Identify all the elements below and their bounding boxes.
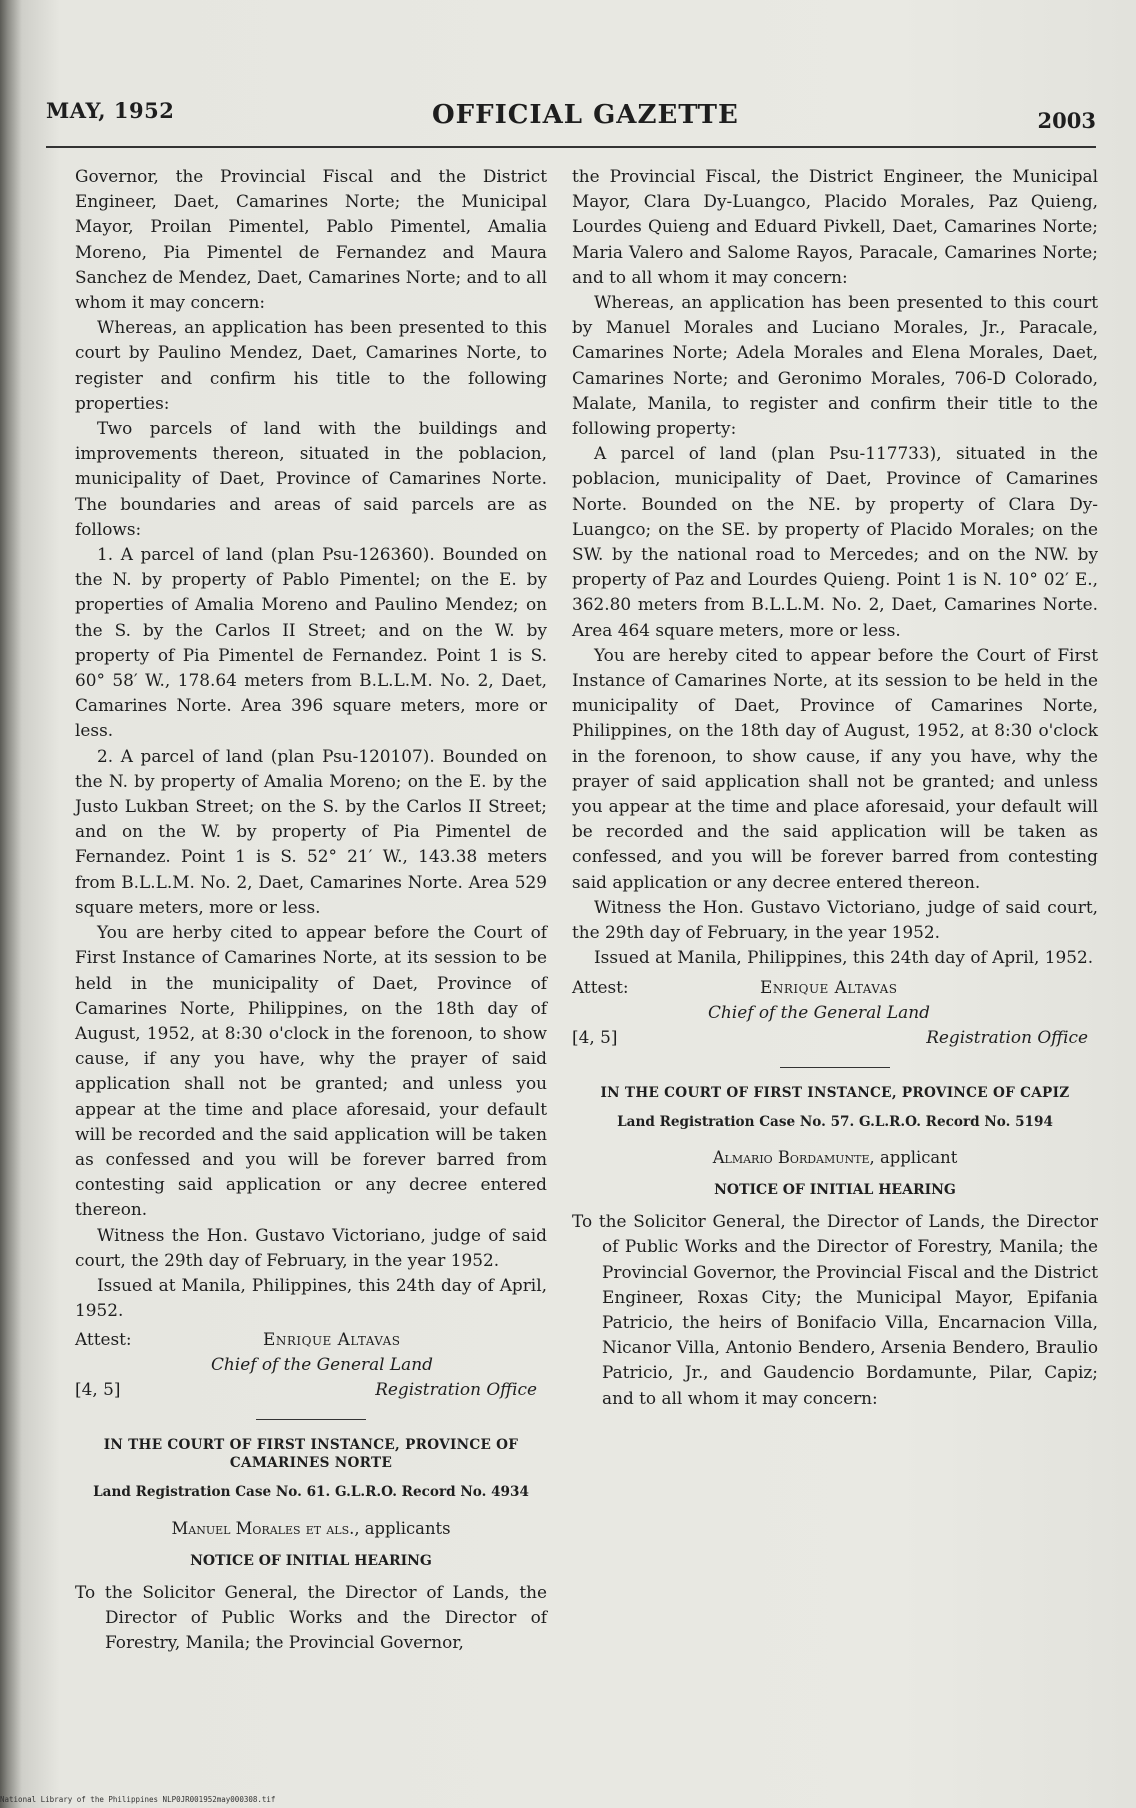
witness-paragraph: Witness the Hon. Gustavo Victoriano, judge of said court, the 29th day of February, in the year 1952. bbox=[75, 1224, 547, 1270]
addressees-paragraph: To the Solicitor General, the Director of Lands, the Director of Public Works and the Director of Forestry, Manila; the Provincial Governor, the Provincial Fiscal and the District Engineer, Roxas City; the Municipal Mayor, Epifania Patricio, the heirs of Bonifacio Villa, Encarnacion Villa, Nicanor Villa, Antonio Bendero, Arsenia Bendero, Braulio Patricio, Jr., and Gaudencio Bordamunte, Pilar, Capiz; and to all whom it may concern: bbox=[572, 1211, 1098, 1408]
addressees-continued: the Provincial Fiscal, the District Engineer, the Municipal Mayor, Clara Dy-Luangco, Placido Morales, Paz Quieng, Lourdes Quieng and Eduard Pivkell, Daet, Camarines Norte; Maria Valero and Salome Rayos, Paracale, Camarines Norte; and to all whom it may concern: bbox=[572, 166, 1098, 287]
addressees-paragraph: To the Solicitor General, the Director of Lands, the Director of Public Works and the Director of Forestry, Manila; the Provincial Governor, bbox=[75, 1581, 547, 1653]
issued-paragraph: Issued at Manila, Philippines, this 24th day of April, 1952. bbox=[75, 1274, 547, 1321]
attest-number: [4, 5] bbox=[572, 1026, 618, 1047]
citation-paragraph: You are hereby cited to appear before the Court of First Instance of Camarines Norte, at its session to be held in the municipality of Daet, Province of Camarines Norte, Philippines, on the 18th day of August, 1952, at 8:30 o'clock in the forenoon, to show cause, if any you have, why the prayer of said application shall not be granted; and unless you appear at the time and place aforesaid, your default will be recorded and the said application will be taken as confessed, and you will be forever barred from contesting said application or any decree entered thereon. bbox=[572, 644, 1098, 892]
applicant-line bbox=[572, 1145, 1098, 1170]
notice-heading: NOTICE OF INITIAL HEARING bbox=[714, 1181, 956, 1198]
attest-role-line-1: Chief of the General Land bbox=[708, 1001, 930, 1022]
attest-role-line-1: Chief of the General Land bbox=[211, 1354, 433, 1375]
page-number: 2003 bbox=[1037, 108, 1096, 133]
citation-paragraph: You are herby cited to appear before the Court of First Instance of Camarines Norte, at its session to be held in the municipality of Daet, Province of Camarines Norte, Philippines, on the 18th day of August, 1952, at 8:30 o'clock in the forenoon, to show cause, if any you have, why the prayer of said application shall not be granted; and unless you appear at the time and place aforesaid, your default will be recorded and the said application will be taken as confessed and you will be forever barred from contesting said application or any decree entered thereon. bbox=[75, 922, 547, 1220]
right-column bbox=[572, 164, 1098, 1411]
parcels-intro: Two parcels of land with the buildings and improvements thereon, situated in the poblacion, municipality of Daet, Province of Camarines Norte. The boundaries and areas of said parcels are as follows: bbox=[75, 418, 547, 539]
parcel-description: A parcel of land (plan Psu-117733), situated in the poblacion, municipality of Daet, Province of Camarines Norte. Bounded on the NE. by property of Clara Dy-Luangco; on the SE. by property of Placido Morales; on the SW. by the national road to Mercedes; and on the NW. by property of Paz and Lourdes Quieng. Point 1 is N. 10° 02′ E., 362.80 meters from B.L.L.M. No. 2, Daet, Camarines Norte. Area 464 square meters, more or less. bbox=[572, 443, 1098, 640]
parcel-1-description: 1. A parcel of land (plan Psu-126360). Bounded on the N. by property of Pablo Pimentel; on the E. by properties of Amalia Moreno and Paulino Mendez; on the S. by the Carlos II Street; and on the W. by property of Pia Pimentel de Fernandez. Point 1 is S. 60° 58′ W., 178.64 meters from B.L.L.M. No. 2, Daet, Camarines Norte. Area 396 square meters, more or less. bbox=[75, 544, 547, 741]
case-heading: Land Registration Case No. 61. G.L.R.O. Record No. 4934 bbox=[93, 1484, 529, 1501]
attest-role-line-2: Registration Office bbox=[375, 1379, 537, 1400]
section-divider bbox=[780, 1067, 890, 1068]
notice-heading: NOTICE OF INITIAL HEARING bbox=[190, 1552, 432, 1569]
scan-footer: National Library of the Philippines NLP0JR001952may000308.tif bbox=[0, 1795, 276, 1804]
applicant-line bbox=[75, 1516, 547, 1541]
publication-title: OFFICIAL GAZETTE bbox=[432, 100, 739, 130]
applicant-suffix: , applicants bbox=[354, 1518, 451, 1538]
attest-block bbox=[572, 975, 1098, 1053]
issue-date: MAY, 1952 bbox=[46, 98, 175, 123]
applicant-suffix: , applicant bbox=[869, 1147, 958, 1167]
whereas-paragraph: Whereas, an application has been presented to this court by Manuel Morales and Luciano Morales, Jr., Paracale, Camarines Norte; Adela Morales and Elena Morales, Daet, Camarines Norte; and Geronimo Morales, 706-D Colorado, Malate, Manila, to register and confirm their title to the following property: bbox=[572, 292, 1098, 439]
section-divider bbox=[256, 1419, 366, 1420]
parcel-2-description: 2. A parcel of land (plan Psu-120107). Bounded on the N. by property of Amalia Moreno; on the E. by the Justo Lukban Street; on the S. by the Carlos II Street; and on the W. by property of Pia Pimentel de Fernandez. Point 1 is S. 52° 21′ W., 143.38 meters from B.L.L.M. No. 2, Daet, Camarines Norte. Area 529 square meters, more or less. bbox=[75, 745, 547, 917]
attest-name: Enrique Altavas bbox=[263, 1329, 401, 1350]
issued-paragraph: Issued at Manila, Philippines, this 24th day of April, 1952. bbox=[594, 947, 1094, 968]
court-heading: IN THE COURT OF FIRST INSTANCE, PROVINCE OF CAMARINES NORTE bbox=[103, 1437, 519, 1472]
addressees-continued: Governor, the Provincial Fiscal and the District Engineer, Daet, Camarines Norte; the Municipal Mayor, Proilan Pimentel, Pablo Pimentel, Amalia Moreno, Pia Pimentel de Fernandez and Maura Sanchez de Mendez, Daet, Camarines Norte; and to all whom it may concern: bbox=[75, 166, 547, 313]
witness-paragraph: Witness the Hon. Gustavo Victoriano, judge of said court, the 29th day of February, in the year 1952. bbox=[572, 896, 1098, 943]
attest-role-line-2: Registration Office bbox=[926, 1026, 1088, 1047]
attest-block bbox=[75, 1327, 547, 1405]
attest-label: Attest: bbox=[75, 1329, 132, 1350]
court-heading: IN THE COURT OF FIRST INSTANCE, PROVINCE OF CAPIZ bbox=[600, 1084, 1070, 1101]
attest-name: Enrique Altavas bbox=[760, 976, 898, 997]
page-header bbox=[46, 98, 1096, 138]
applicant-names: Almario Bordamunte bbox=[712, 1147, 870, 1167]
attest-label: Attest: bbox=[572, 976, 629, 997]
whereas-paragraph: Whereas, an application has been presented to this court by Paulino Mendez, Daet, Camarines Norte, to register and confirm his title to the following properties: bbox=[75, 317, 547, 413]
attest-number: [4, 5] bbox=[75, 1379, 121, 1400]
case-heading: Land Registration Case No. 57. G.L.R.O. Record No. 5194 bbox=[617, 1113, 1053, 1130]
left-column bbox=[75, 164, 547, 1656]
applicant-names: Manuel Morales et als. bbox=[171, 1518, 355, 1538]
header-rule bbox=[46, 146, 1096, 148]
